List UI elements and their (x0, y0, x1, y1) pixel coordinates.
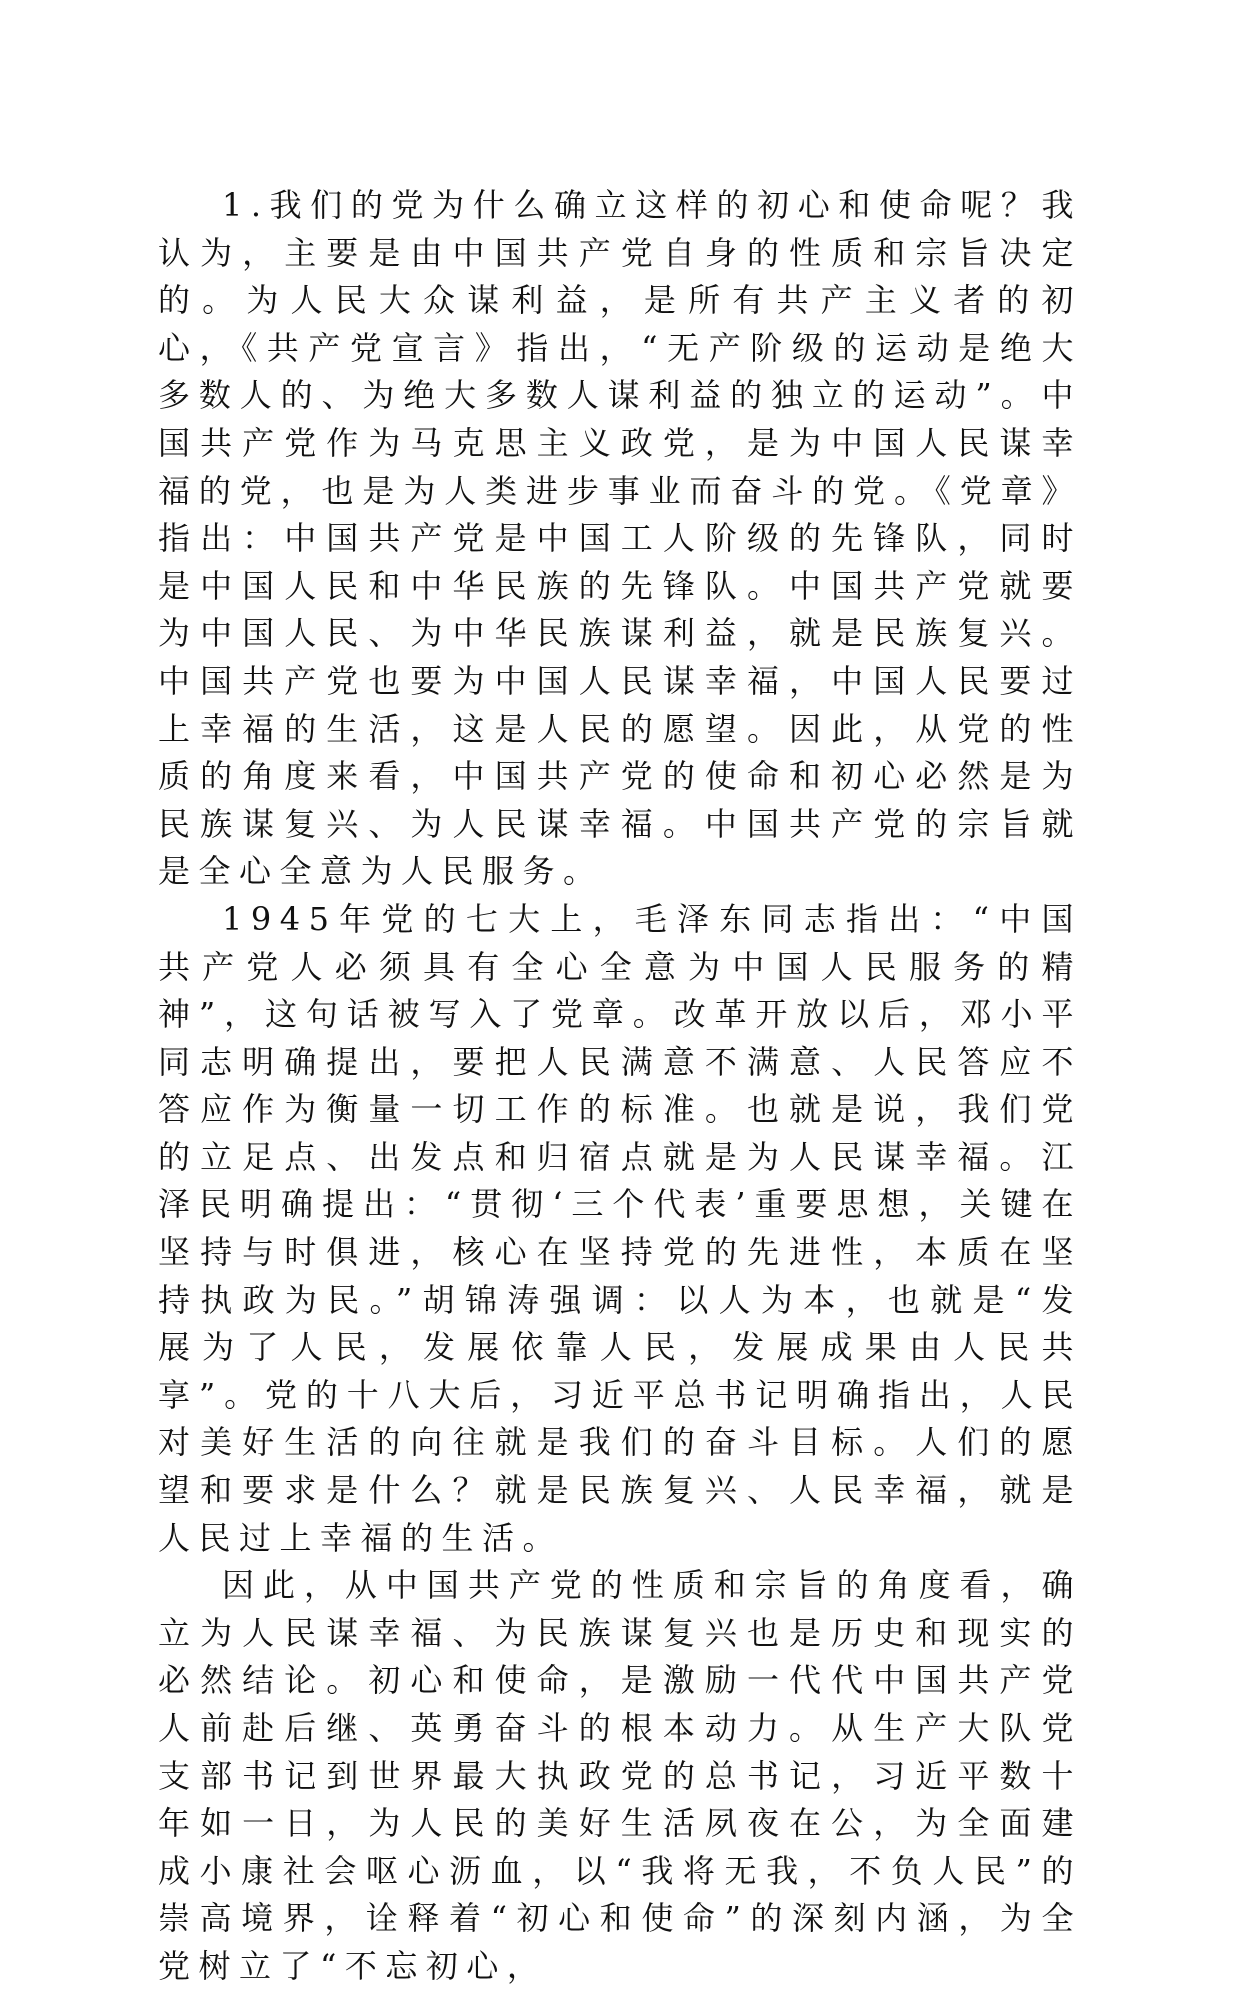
body-text (158, 182, 1082, 1991)
paragraph-2: 1945年党的七大上，毛泽东同志指出：“中国共产党人必须具有全心全意为中国人民服务的精神”，这句话被写入了党章。改革开放以后，邓小平同志明确提出，要把人民满意不满意、人民答应不答应作为衡量一切工作的标准。也就是说，我们党的立足点、出发点和归宿点就是为人民谋幸福。江泽民明确提出：“贯彻‘三个代表’重要思想，关键在坚持与时俱进，核心在坚持党的先进性，本质在坚持执政为民。”胡锦涛强调：以人为本，也就是“发展为了人民，发展依靠人民，发展成果由人民共享”。党的十八大后，习近平总书记明确指出，人民对美好生活的向往就是我们的奋斗目标。人们的愿望和要求是什么？就是民族复兴、人民幸福，就是人民过上幸福的生活。 (158, 899, 1082, 1557)
paragraph-1: 1.我们的党为什么确立这样的初心和使命呢？我认为，主要是由中国共产党自身的性质和宗旨决定的。为人民大众谋利益，是所有共产主义者的初心，《共产党宣言》指出，“无产阶级的运动是绝大多数人的、为绝大多数人谋利益的独立的运动”。中国共产党作为马克思主义政党，是为中国人民谋幸福的党，也是为人类进步事业而奋斗的党。《党章》指出：中国共产党是中国工人阶级的先锋队，同时是中国人民和中华民族的先锋队。中国共产党就要为中国人民、为中华民族谋利益，就是民族复兴。中国共产党也要为中国人民谋幸福，中国人民要过上幸福的生活，这是人民的愿望。因此，从党的性质的角度来看，中国共产党的使命和初心必然是为民族谋复兴、为人民谋幸福。中国共产党的宗旨就是全心全意为人民服务。 (158, 186, 1082, 891)
paragraph-3: 因此，从中国共产党的性质和宗旨的角度看，确立为人民谋幸福、为民族谋复兴也是历史和现实的必然结论。初心和使命，是激励一代代中国共产党人前赴后继、英勇奋斗的根本动力。从生产大队党支部书记到世界最大执政党的总书记，习近平数十年如一日，为人民的美好生活夙夜在公，为全面建成小康社会呕心沥血，以“我将无我，不负人民”的崇高境界，诠释着“初心和使命”的深刻内涵，为全党树立了“不忘初心， (158, 1566, 1082, 1985)
